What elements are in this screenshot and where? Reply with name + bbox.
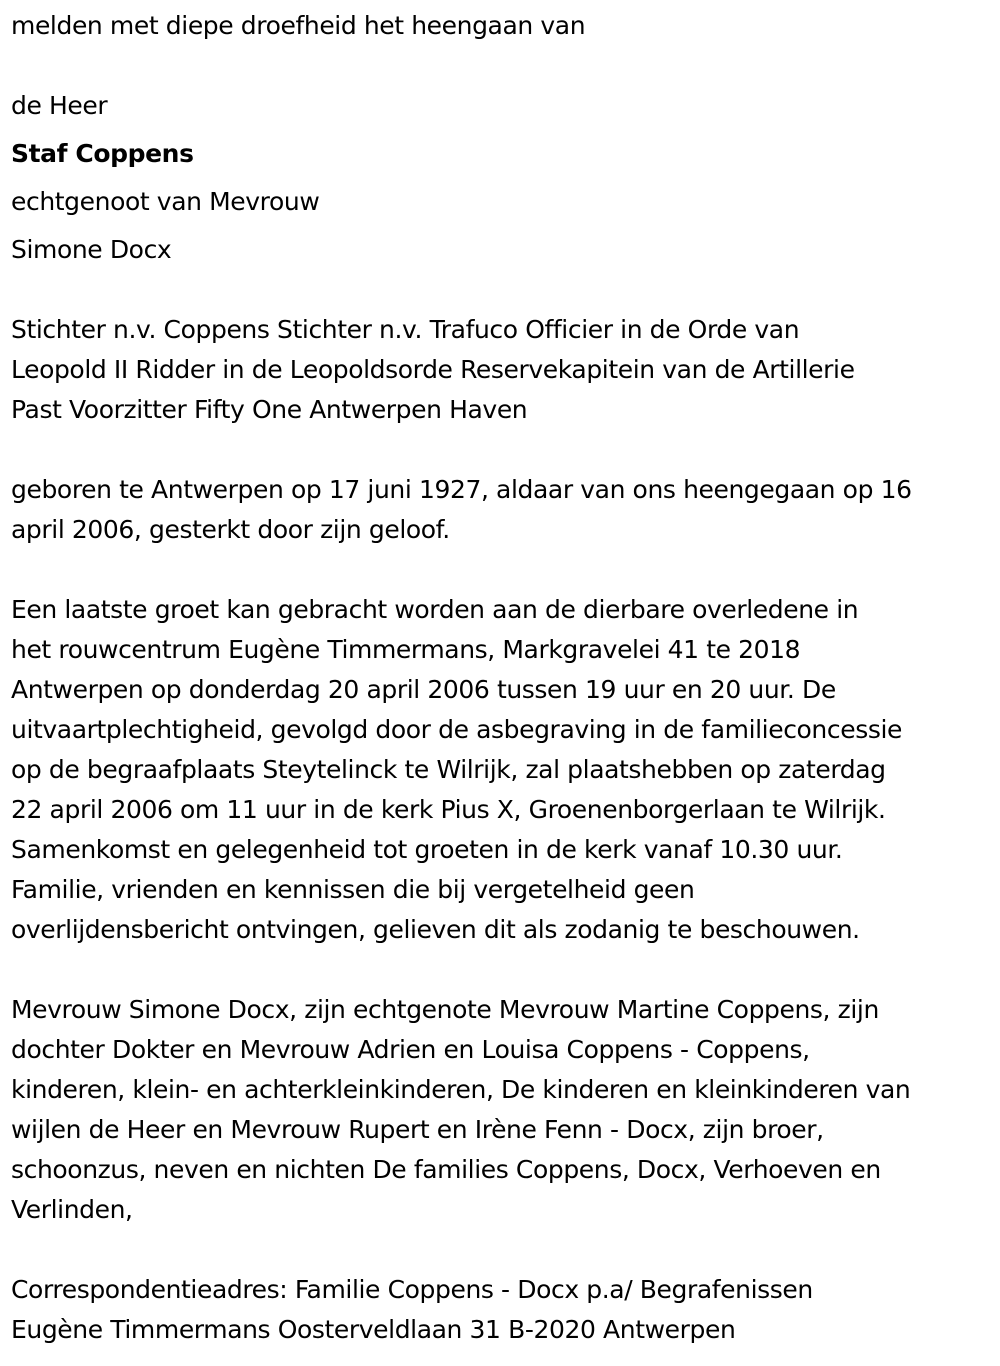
titles-line: Stichter n.v. Coppens Stichter n.v. Trafuco Officier in de Orde van [11,315,800,344]
correspondence-line: Eugène Timmermans Oosterveldlaan 31 B-2020 Antwerpen [11,1315,736,1344]
deceased-name: Staf Coppens [11,139,194,168]
family-line: Mevrouw Simone Docx, zijn echtgenote Mevrouw Martine Coppens, zijn [11,995,879,1024]
family-line: kinderen, klein- en achterkleinkinderen, De kinderen en kleinkinderen van [11,1075,911,1104]
ceremony-line: het rouwcentrum Eugène Timmermans, Markgravelei 41 te 2018 [11,635,801,664]
ceremony-line: Een laatste groet kan gebracht worden aan de dierbare overledene in [11,595,859,624]
spouse-label: echtgenoot van Mevrouw [11,187,320,216]
correspondence-line: Correspondentieadres: Familie Coppens - Docx p.a/ Begrafenissen [11,1275,813,1304]
ceremony-line: Antwerpen op donderdag 20 april 2006 tussen 19 uur en 20 uur. De [11,675,836,704]
ceremony-line: Familie, vrienden en kennissen die bij vergetelheid geen [11,875,695,904]
ceremony-line: op de begraafplaats Steytelinck te Wilrijk, zal plaatshebben op zaterdag [11,755,886,784]
family-line: wijlen de Heer en Mevrouw Rupert en Irène Fenn - Docx, zijn broer, [11,1115,824,1144]
title-prefix: de Heer [11,91,108,120]
ceremony-line: overlijdensbericht ontvingen, gelieven dit als zodanig te beschouwen. [11,915,860,944]
intro-text: melden met diepe droefheid het heengaan van [11,11,586,40]
spouse-name: Simone Docx [11,235,172,264]
birth-death-line: geboren te Antwerpen op 17 juni 1927, aldaar van ons heengegaan op 16 [11,475,912,504]
family-line: dochter Dokter en Mevrouw Adrien en Louisa Coppens - Coppens, [11,1035,810,1064]
ceremony-line: 22 april 2006 om 11 uur in de kerk Pius X, Groenenborgerlaan te Wilrijk. [11,795,886,824]
titles-line: Leopold II Ridder in de Leopoldsorde Reservekapitein van de Artillerie [11,355,855,384]
family-line: schoonzus, neven en nichten De families Coppens, Docx, Verhoeven en [11,1155,881,1184]
titles-line: Past Voorzitter Fifty One Antwerpen Haven [11,395,528,424]
ceremony-line: Samenkomst en gelegenheid tot groeten in de kerk vanaf 10.30 uur. [11,835,843,864]
ceremony-line: uitvaartplechtigheid, gevolgd door de asbegraving in de familieconcessie [11,715,902,744]
family-line: Verlinden, [11,1195,133,1224]
birth-death-line: april 2006, gesterkt door zijn geloof. [11,515,450,544]
